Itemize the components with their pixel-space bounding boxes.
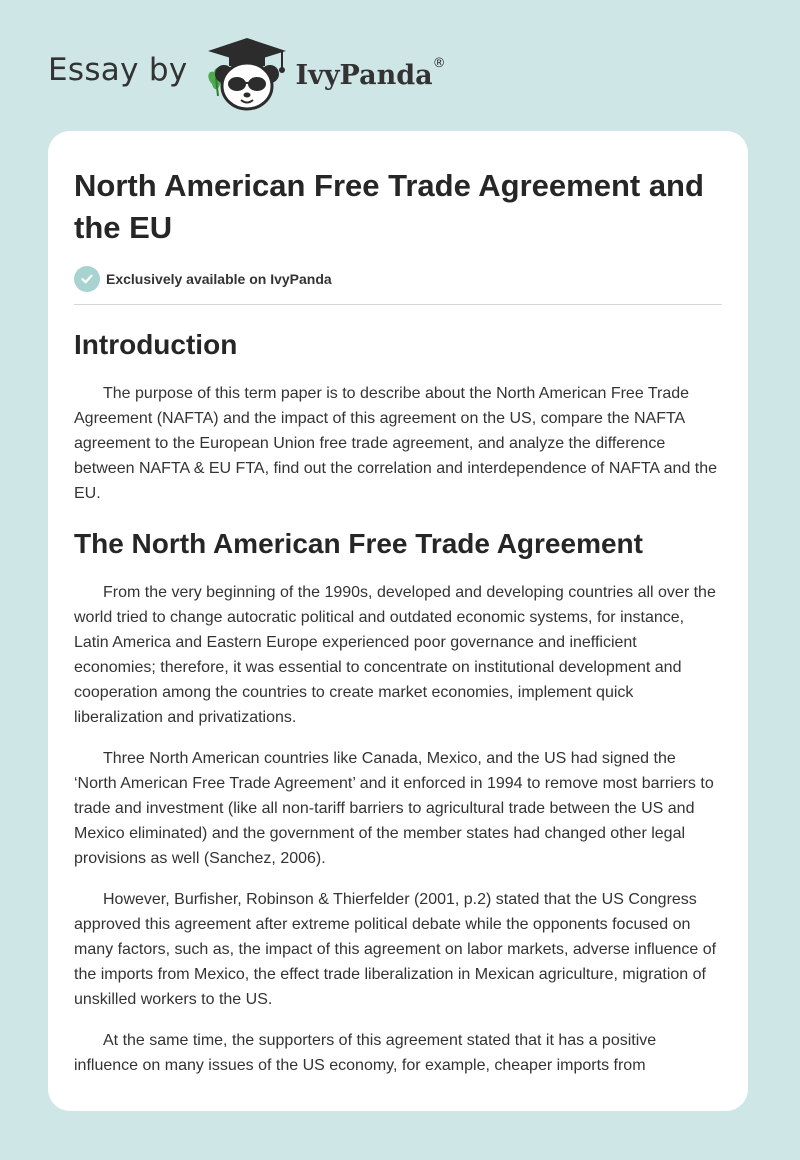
paragraph: From the very beginning of the 1990s, developed and developing countries all over the world tried to change autocratic political and outdated economic systems, for instance, Latin America and Eastern Europe experienced poor governance and inefficient economies; therefore, it was essential to concentrate on institutional development and cooperation among the countries to create market economies, implement quick liberalization and privatizations. — [74, 584, 716, 726]
paragraph: However, Burfisher, Robinson & Thierfelder (2001, p.2) stated that the US Congress approved this agreement after extreme political debate while the opponents focused on many factors, such as, the impact of this agreement on labor markets, adverse influence of the imports from Mexico, the effect trade liberalization in Mexican agriculture, migration of unskilled workers to the US. — [74, 891, 717, 1008]
brand-name: IvyPanda® — [295, 55, 446, 91]
panda-graduate-icon — [202, 34, 292, 114]
paragraph: Three North American countries like Canada, Mexico, and the US had signed the ‘North American Free Trade Agreement’ and it enforced in 1994 to remove most barriers to trade and investment (like all non-tariff barriers to agricultural trade between the US and Mexico eliminated) and the government of the member states had changed other legal provisions as well (Sanchez, 2006). — [74, 750, 714, 867]
check-circle-icon — [74, 266, 100, 292]
divider — [74, 304, 722, 305]
exclusive-badge — [74, 266, 722, 292]
paragraph: The purpose of this term paper is to describe about the North American Free Trade Agreement (NAFTA) and the impact of this agreement on the US, compare the NAFTA agreement to the European Union free trade agreement, and analyze the difference between NAFTA & EU FTA, find out the correlation and interdependence of NAFTA and the EU. — [74, 385, 718, 502]
section-heading-introduction: Introduction — [74, 329, 238, 360]
section-heading-nafta: The North American Free Trade Agreement — [74, 528, 643, 559]
essay-card — [48, 131, 748, 1111]
brand-prefix: Essay by — [48, 52, 188, 88]
paragraph: At the same time, the supporters of this agreement stated that it has a positive influence on many issues of the US economy, for example, cheaper imports from — [74, 1032, 657, 1074]
badge-label: Exclusively available on IvyPanda — [106, 271, 332, 287]
trademark-symbol: ® — [432, 55, 446, 71]
essay-title: North American Free Trade Agreement and the EU — [74, 168, 704, 245]
brand-header — [48, 34, 446, 114]
